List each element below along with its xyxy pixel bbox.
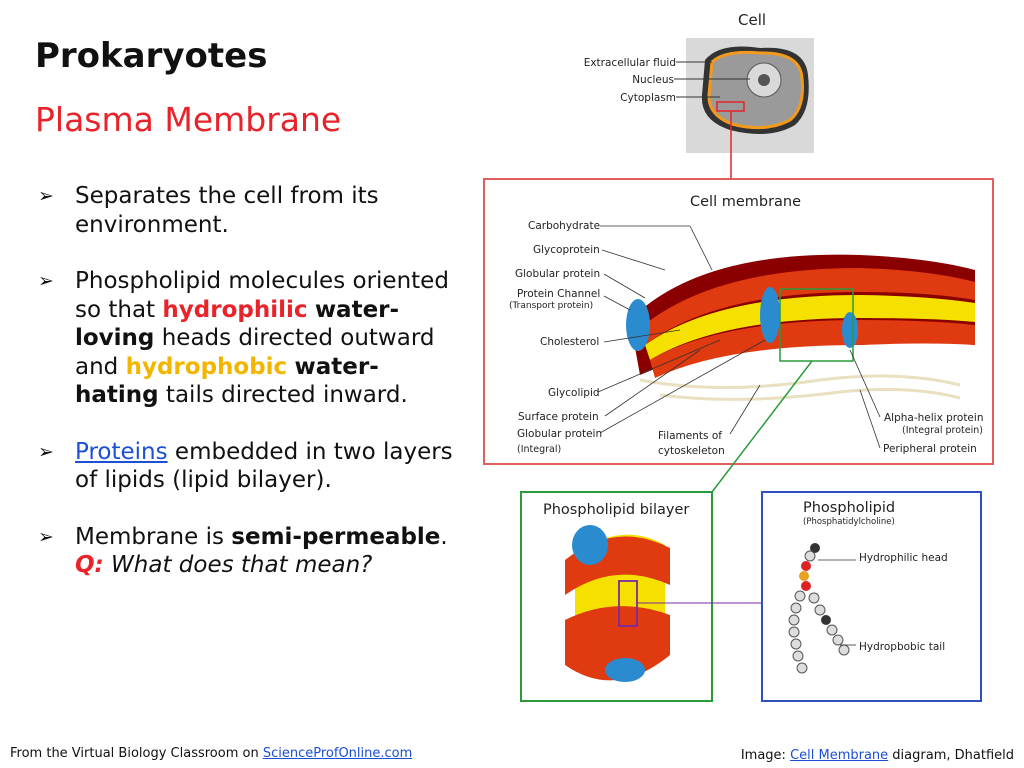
label-carbohydrate: Carbohydrate xyxy=(528,220,601,232)
bullet-2-text-b: heads directed outward and xyxy=(75,325,435,380)
label-hydrophilic-head: Hydrophilic head xyxy=(859,552,948,564)
label-peripheral-protein: Peripheral protein xyxy=(883,443,977,455)
nucleolus xyxy=(758,74,770,86)
bullet-4-text-a: Membrane is xyxy=(75,523,232,550)
cell-title: Cell xyxy=(738,11,767,29)
protein-channel xyxy=(626,299,650,351)
label-filaments: Filaments of xyxy=(658,430,722,442)
proteins-link[interactable]: Proteins xyxy=(75,438,168,465)
label-cytoskeleton: cytoskeleton xyxy=(658,445,725,457)
footer-credit xyxy=(741,748,1014,763)
bullet-4-text-b: . xyxy=(440,523,448,550)
slide-title: Prokaryotes xyxy=(35,36,268,76)
bilayer-protein xyxy=(572,525,608,565)
label-globular-protein: Globular protein xyxy=(515,268,601,280)
label-alpha-helix: Alpha-helix protein xyxy=(884,412,984,424)
phospholipid-title: Phospholipid xyxy=(803,500,896,516)
cell-membrane-link[interactable]: Cell Membrane xyxy=(790,748,889,763)
bullet-2-text-c: tails directed inward. xyxy=(158,382,408,408)
slide-subtitle: Plasma Membrane xyxy=(35,100,342,139)
label-integral-protein: (Integral protein) xyxy=(902,425,983,436)
bullet-1-text: Separates the cell from its environment. xyxy=(75,183,379,238)
question-text: What does that mean? xyxy=(103,552,373,578)
bilayer-title: Phospholipid bilayer xyxy=(543,502,690,518)
integral-protein xyxy=(760,287,780,343)
label-transport-protein: (Transport protein) xyxy=(509,301,594,311)
bullet-2-text-a: Phospholipid molecules oriented so that xyxy=(75,268,449,323)
label-cytoplasm: Cytoplasm xyxy=(620,92,676,104)
label-glycolipid: Glycolipid xyxy=(548,387,600,399)
label-cholesterol: Cholesterol xyxy=(540,336,600,348)
label-globular-protein-integral: Globular protein xyxy=(517,428,603,440)
arrow-bullet-icon: ➢ xyxy=(38,270,54,292)
label-protein-channel: Protein Channel xyxy=(517,288,601,300)
water-hating-term: water-hating xyxy=(75,353,379,408)
scienceprof-link[interactable]: ScienceProfOnline.com xyxy=(262,746,413,761)
arrow-bullet-icon: ➢ xyxy=(38,440,54,463)
hydrophobic-term: hydrophobic xyxy=(125,353,288,380)
footer-credit-text: Image: xyxy=(740,748,791,763)
bilayer-protein xyxy=(605,658,645,682)
label-glycoprotein: Glycoprotein xyxy=(533,244,600,256)
label-integral: (Integral) xyxy=(517,444,562,455)
label-surface-protein: Surface protein xyxy=(518,411,599,423)
phospholipid-subtitle: (Phosphatidylcholine) xyxy=(803,517,895,527)
footer-source-text: From the Virtual Biology Classroom on xyxy=(10,746,263,761)
label-extracellular: Extracellular fluid xyxy=(583,57,676,69)
footer-credit-rest: diagram, Dhatfield xyxy=(888,748,1014,763)
alpha-helix-protein xyxy=(842,312,858,348)
arrow-bullet-icon: ➢ xyxy=(38,185,54,207)
label-hydrophobic-tail: Hydropbobic tail xyxy=(859,641,946,653)
label-nucleus: Nucleus xyxy=(632,74,674,86)
water-loving-term: water-loving xyxy=(75,296,400,351)
membrane-title: Cell membrane xyxy=(690,194,802,210)
footer-source xyxy=(10,746,412,761)
hydrophilic-term: hydrophilic xyxy=(162,296,308,323)
arrow-bullet-icon: ➢ xyxy=(38,525,54,548)
semi-permeable-term: semi-permeable xyxy=(231,523,441,550)
bullet-3-text: embedded in two layers of lipids (lipid bilayer). xyxy=(75,438,453,493)
question-marker: Q: xyxy=(75,552,104,578)
